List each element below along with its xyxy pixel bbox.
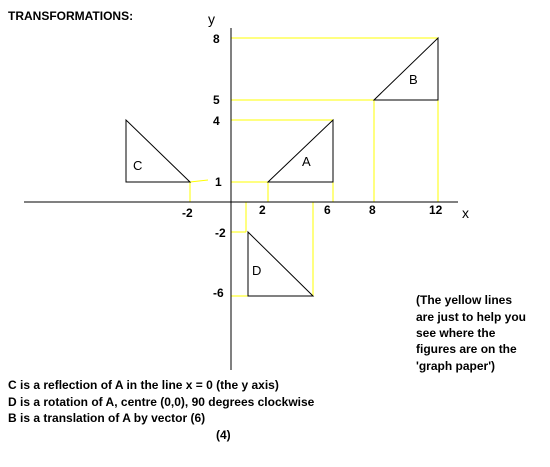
y-tick-label: 4 <box>213 114 220 128</box>
guide-y1 <box>231 182 268 202</box>
note-line: see where the <box>416 326 496 340</box>
description-line: D is a rotation of A, centre (0,0), 90 degrees clockwise <box>8 395 315 409</box>
y-tick-label: -6 <box>213 286 224 300</box>
figure-label-d: D <box>252 263 262 278</box>
description-line: (4) <box>216 428 231 442</box>
y-tick-label: 5 <box>213 93 220 107</box>
x-tick-label: -2 <box>182 206 193 220</box>
figure-label-c: C <box>133 158 143 173</box>
note-line: 'graph paper') <box>416 359 496 373</box>
guide-lines <box>190 38 438 296</box>
description-line: B is a translation of A by vector (6) <box>8 411 206 425</box>
diagram-title: TRANSFORMATIONS: <box>8 9 134 23</box>
note-line: figures are on the <box>416 342 517 356</box>
figure-label-b: B <box>409 72 418 87</box>
description-line: C is a reflection of A in the line x = 0 (the y axis) <box>8 378 279 392</box>
x-tick-label: 6 <box>324 203 331 217</box>
transformation-descriptions <box>8 378 315 442</box>
helper-note <box>416 293 526 373</box>
triangle-a <box>268 120 333 182</box>
y-tick-label: 8 <box>213 32 220 46</box>
y-axis-letter: y <box>208 11 215 27</box>
axes <box>24 28 458 370</box>
note-line: (The yellow lines <box>416 293 513 307</box>
x-tick-label: 8 <box>369 203 376 217</box>
y-tick-label: 1 <box>215 175 222 189</box>
y-tick-label: -2 <box>215 226 226 240</box>
guide-y5 <box>231 100 438 202</box>
triangle-b <box>374 38 438 100</box>
x-tick-label: 12 <box>429 203 443 217</box>
x-axis-letter: x <box>462 205 469 221</box>
guide-y4 <box>231 120 333 202</box>
guide-c-link <box>190 180 208 182</box>
x-tick-label: 2 <box>259 203 266 217</box>
figure-label-a: A <box>302 154 311 169</box>
note-line: are just to help you <box>416 310 527 324</box>
